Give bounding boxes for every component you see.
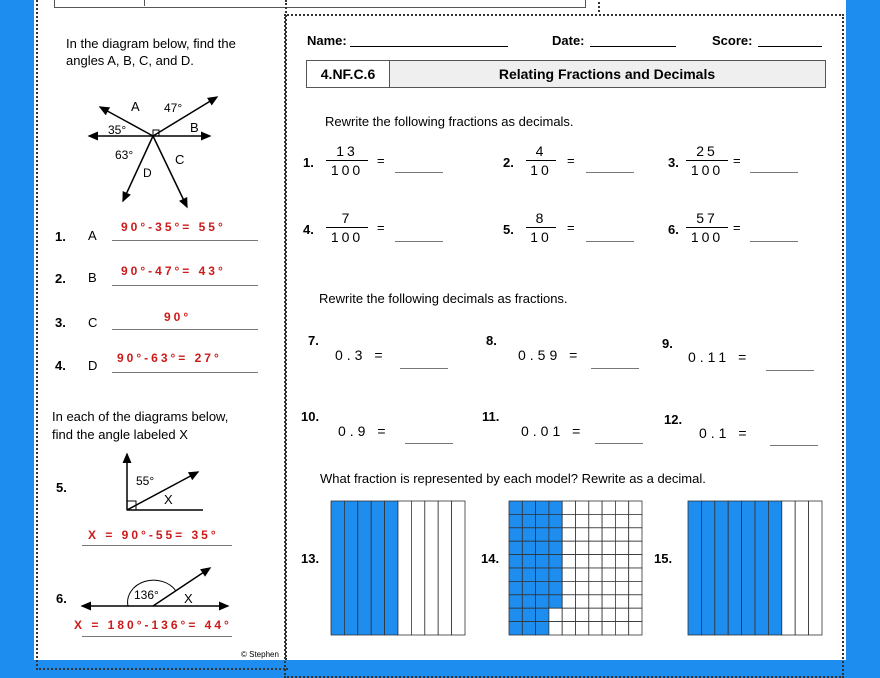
q3-denominator: 100 bbox=[690, 162, 724, 178]
shaded-hundredth bbox=[536, 595, 549, 608]
q5-numerator: 8 bbox=[535, 210, 547, 226]
q1-number: 1. bbox=[303, 155, 314, 170]
shaded-hundredth bbox=[536, 514, 549, 527]
unshaded-hundredth bbox=[602, 555, 615, 568]
q5-answer-line bbox=[82, 545, 232, 546]
unshaded-hundredth bbox=[576, 555, 589, 568]
unshaded-hundredth bbox=[589, 528, 602, 541]
q6-equals: = bbox=[733, 220, 741, 235]
unshaded-hundredth bbox=[602, 514, 615, 527]
angle-label-b: B bbox=[190, 120, 199, 135]
q9-number: 9. bbox=[662, 336, 673, 351]
shaded-hundredth bbox=[522, 568, 535, 581]
shaded-hundredth bbox=[522, 622, 535, 635]
unshaded-hundredth bbox=[589, 608, 602, 621]
q1-fraction bbox=[326, 143, 368, 178]
shaded-hundredth bbox=[509, 555, 522, 568]
unshaded-hundredth bbox=[576, 501, 589, 514]
q3-fraction-bar bbox=[686, 160, 728, 161]
unshaded-hundredth bbox=[562, 608, 575, 621]
shaded-hundredth bbox=[536, 555, 549, 568]
unshaded-hundredth bbox=[602, 528, 615, 541]
q3-answer-field[interactable] bbox=[750, 172, 798, 173]
q3-fraction bbox=[686, 143, 728, 178]
shaded-hundredth bbox=[522, 595, 535, 608]
name-label: Name: bbox=[307, 33, 347, 48]
unshaded-hundredth bbox=[576, 528, 589, 541]
answer-4-label: D bbox=[88, 358, 98, 373]
q3-numerator: 25 bbox=[696, 143, 718, 159]
shaded-hundredth bbox=[522, 514, 535, 527]
unshaded-hundredth bbox=[602, 501, 615, 514]
shaded-hundredth bbox=[549, 514, 562, 527]
shaded-hundredth bbox=[536, 528, 549, 541]
unshaded-hundredth bbox=[615, 514, 628, 527]
unshaded-hundredth bbox=[576, 595, 589, 608]
q2-number: 2. bbox=[503, 155, 514, 170]
answer-1-number: 1. bbox=[55, 229, 66, 244]
shaded-tenth bbox=[344, 501, 357, 635]
shaded-hundredth bbox=[536, 608, 549, 621]
shaded-hundredth bbox=[509, 568, 522, 581]
date-label: Date: bbox=[552, 33, 585, 48]
answer-1-line bbox=[112, 240, 258, 241]
shaded-tenth bbox=[385, 501, 398, 635]
unshaded-hundredth bbox=[562, 595, 575, 608]
q1-fraction-bar bbox=[326, 160, 368, 161]
unshaded-hundredth bbox=[615, 608, 628, 621]
shaded-hundredth bbox=[536, 622, 549, 635]
q5-answer-field[interactable] bbox=[586, 241, 634, 242]
shaded-hundredth bbox=[509, 595, 522, 608]
q5-frac-number: 5. bbox=[503, 222, 514, 237]
unshaded-tenth bbox=[438, 501, 451, 635]
unshaded-tenth bbox=[452, 501, 465, 635]
angle-label-c: C bbox=[175, 152, 185, 167]
q6-number: 6. bbox=[56, 591, 67, 606]
unshaded-tenth bbox=[782, 501, 795, 635]
angle-label-47: 47° bbox=[164, 101, 183, 115]
unshaded-hundredth bbox=[589, 595, 602, 608]
worksheet-title: Relating Fractions and Decimals bbox=[498, 66, 716, 82]
answer-2-number: 2. bbox=[55, 271, 66, 286]
unshaded-hundredth bbox=[589, 581, 602, 594]
answer-3-line bbox=[112, 329, 258, 330]
q6-answer-line bbox=[82, 636, 232, 637]
name-field[interactable] bbox=[350, 46, 508, 47]
angle-label-a: A bbox=[131, 99, 140, 114]
q9-answer-field[interactable] bbox=[766, 370, 814, 371]
q2-fraction-bar bbox=[526, 160, 556, 161]
q2-equals: = bbox=[567, 153, 575, 168]
unshaded-hundredth bbox=[602, 581, 615, 594]
unshaded-hundredth bbox=[562, 622, 575, 635]
unshaded-hundredth bbox=[562, 568, 575, 581]
q8-answer-field[interactable] bbox=[591, 368, 639, 369]
q3-equals: = bbox=[733, 153, 741, 168]
shaded-hundredth bbox=[509, 514, 522, 527]
unshaded-hundredth bbox=[629, 622, 642, 635]
unshaded-hundredth bbox=[629, 528, 642, 541]
unshaded-tenth bbox=[398, 501, 411, 635]
unshaded-hundredth bbox=[615, 541, 628, 554]
shaded-tenth bbox=[701, 501, 714, 635]
unshaded-hundredth bbox=[562, 528, 575, 541]
shaded-hundredth bbox=[549, 581, 562, 594]
shaded-hundredth bbox=[522, 501, 535, 514]
q7-answer-field[interactable] bbox=[400, 368, 448, 369]
q2-denominator: 10 bbox=[530, 162, 552, 178]
shaded-tenth bbox=[715, 501, 728, 635]
q12-value: 0.1 = bbox=[699, 425, 751, 441]
unshaded-tenth bbox=[795, 501, 808, 635]
shaded-hundredth bbox=[536, 541, 549, 554]
shaded-hundredth bbox=[522, 528, 535, 541]
q10-answer-field[interactable] bbox=[405, 443, 453, 444]
answer-3-label: C bbox=[88, 315, 98, 330]
q7-value: 0.3 = bbox=[335, 347, 387, 363]
q5-equals: = bbox=[567, 220, 575, 235]
shaded-tenth bbox=[331, 501, 344, 635]
unshaded-hundredth bbox=[549, 622, 562, 635]
section3-instruction: What fraction is represented by each model? Rewrite as a decimal. bbox=[320, 471, 706, 486]
shaded-hundredth bbox=[522, 555, 535, 568]
q4-fraction bbox=[326, 210, 368, 245]
q11-value: 0.01 = bbox=[521, 423, 585, 439]
q5-degree-label: 55° bbox=[136, 474, 155, 488]
shaded-hundredth bbox=[549, 555, 562, 568]
answer-3-text: 90° bbox=[164, 310, 192, 324]
q12-answer-field[interactable] bbox=[770, 445, 818, 446]
top-table-divider bbox=[144, 0, 145, 6]
answer-4-number: 4. bbox=[55, 358, 66, 373]
intro-line-2: angles A, B, C, and D. bbox=[66, 53, 194, 68]
q5-number: 5. bbox=[56, 480, 67, 495]
answer-3-number: 3. bbox=[55, 315, 66, 330]
q4-denominator: 100 bbox=[330, 229, 364, 245]
shaded-hundredth bbox=[522, 541, 535, 554]
unshaded-tenth bbox=[809, 501, 822, 635]
model13-number: 13. bbox=[301, 551, 320, 566]
section2-instruction: Rewrite the following decimals as fractions. bbox=[319, 291, 568, 306]
q6-answer: X = 180°-136°= 44° bbox=[74, 618, 232, 632]
unshaded-hundredth bbox=[576, 622, 589, 635]
unshaded-hundredth bbox=[615, 595, 628, 608]
q1-numerator: 13 bbox=[336, 143, 358, 159]
model15-number: 15. bbox=[654, 551, 673, 566]
shaded-hundredth bbox=[536, 581, 549, 594]
unshaded-hundredth bbox=[615, 622, 628, 635]
unshaded-hundredth bbox=[589, 622, 602, 635]
model-13-tenths bbox=[331, 501, 465, 635]
angle-label-d: D bbox=[143, 166, 152, 180]
answer-2-text: 90°-47°= 43° bbox=[121, 264, 226, 278]
unshaded-hundredth bbox=[562, 555, 575, 568]
q10-value: 0.9 = bbox=[338, 423, 390, 439]
q5-fraction-bar bbox=[526, 227, 556, 228]
date-field[interactable] bbox=[590, 46, 676, 47]
q12-number: 12. bbox=[664, 412, 683, 427]
q4-numerator: 7 bbox=[341, 210, 353, 226]
unshaded-hundredth bbox=[576, 541, 589, 554]
q6-fraction-bar bbox=[686, 227, 728, 228]
q5-answer: X = 90°-55= 35° bbox=[88, 528, 219, 542]
q4-fraction-bar bbox=[326, 227, 368, 228]
q8-number: 8. bbox=[486, 333, 497, 348]
unshaded-hundredth bbox=[589, 568, 602, 581]
unshaded-hundredth bbox=[589, 541, 602, 554]
q4-equals: = bbox=[377, 220, 385, 235]
q6-frac-number: 6. bbox=[668, 222, 679, 237]
unshaded-hundredth bbox=[549, 608, 562, 621]
shaded-hundredth bbox=[536, 568, 549, 581]
unshaded-hundredth bbox=[629, 501, 642, 514]
angle-label-35: 35° bbox=[108, 123, 127, 137]
q2-fraction bbox=[526, 143, 556, 178]
intro-line-1: In the diagram below, find the bbox=[66, 36, 236, 51]
q11-answer-field[interactable] bbox=[595, 443, 643, 444]
q2-numerator: 4 bbox=[535, 143, 547, 159]
shaded-hundredth bbox=[549, 568, 562, 581]
shaded-hundredth bbox=[509, 501, 522, 514]
q6-x-label: X bbox=[184, 591, 193, 606]
shaded-hundredth bbox=[549, 541, 562, 554]
shaded-hundredth bbox=[509, 608, 522, 621]
shaded-hundredth bbox=[549, 528, 562, 541]
unshaded-hundredth bbox=[562, 581, 575, 594]
unshaded-hundredth bbox=[589, 555, 602, 568]
q7-number: 7. bbox=[308, 333, 319, 348]
unshaded-hundredth bbox=[629, 568, 642, 581]
unshaded-hundredth bbox=[576, 568, 589, 581]
q11-number: 11. bbox=[482, 409, 500, 424]
shaded-tenth bbox=[728, 501, 741, 635]
unshaded-hundredth bbox=[602, 541, 615, 554]
q4-number: 4. bbox=[303, 222, 314, 237]
top-dotted-edge bbox=[598, 0, 600, 12]
q1-denominator: 100 bbox=[330, 162, 364, 178]
unshaded-hundredth bbox=[602, 595, 615, 608]
unshaded-hundredth bbox=[576, 608, 589, 621]
unshaded-hundredth bbox=[629, 608, 642, 621]
unshaded-hundredth bbox=[562, 514, 575, 527]
q6-fraction bbox=[686, 210, 728, 245]
angle-label-63: 63° bbox=[115, 148, 134, 162]
intro2-line-1: In each of the diagrams below, bbox=[52, 409, 229, 424]
score-field[interactable] bbox=[758, 46, 822, 47]
shaded-hundredth bbox=[509, 622, 522, 635]
shaded-tenth bbox=[742, 501, 755, 635]
model-14-hundredths bbox=[509, 501, 642, 635]
q6-numerator: 57 bbox=[696, 210, 718, 226]
q5-denominator: 10 bbox=[530, 229, 552, 245]
section1-instruction: Rewrite the following fractions as decimals. bbox=[325, 114, 574, 129]
unshaded-hundredth bbox=[589, 514, 602, 527]
standard-code: 4.NF.C.6 bbox=[307, 61, 390, 87]
unshaded-hundredth bbox=[602, 622, 615, 635]
unshaded-hundredth bbox=[615, 528, 628, 541]
unshaded-hundredth bbox=[615, 501, 628, 514]
panel-divider bbox=[285, 0, 287, 660]
shaded-hundredth bbox=[522, 581, 535, 594]
q8-value: 0.59 = bbox=[518, 347, 582, 363]
unshaded-hundredth bbox=[629, 541, 642, 554]
answer-1-label: A bbox=[88, 228, 97, 243]
answer-2-label: B bbox=[88, 270, 97, 285]
q1-answer-field[interactable] bbox=[395, 172, 443, 173]
q1-equals: = bbox=[377, 153, 385, 168]
q6-degree-label: 136° bbox=[134, 588, 159, 602]
shaded-hundredth bbox=[509, 528, 522, 541]
unshaded-hundredth bbox=[629, 514, 642, 527]
unshaded-hundredth bbox=[615, 581, 628, 594]
shaded-tenth bbox=[371, 501, 384, 635]
answer-4-text: 90°-63°= 27° bbox=[117, 351, 222, 365]
unshaded-hundredth bbox=[615, 568, 628, 581]
shaded-hundredth bbox=[522, 608, 535, 621]
unshaded-hundredth bbox=[615, 555, 628, 568]
score-label: Score: bbox=[712, 33, 753, 48]
q4-answer-field[interactable] bbox=[395, 241, 443, 242]
q9-value: 0.11 = bbox=[688, 349, 751, 365]
answer-4-line bbox=[112, 372, 258, 373]
shaded-hundredth bbox=[509, 581, 522, 594]
shaded-hundredth bbox=[549, 595, 562, 608]
top-table-fragment bbox=[54, 0, 586, 8]
intro2-line-2: find the angle labeled X bbox=[52, 427, 188, 442]
unshaded-tenth bbox=[425, 501, 438, 635]
unshaded-hundredth bbox=[562, 501, 575, 514]
shaded-hundredth bbox=[549, 501, 562, 514]
shaded-tenth bbox=[755, 501, 768, 635]
title-bar bbox=[306, 60, 826, 88]
model-15-tenths bbox=[688, 501, 822, 635]
q5-x-label: X bbox=[164, 492, 173, 507]
unshaded-hundredth bbox=[629, 555, 642, 568]
unshaded-hundredth bbox=[589, 501, 602, 514]
shaded-tenth bbox=[358, 501, 371, 635]
unshaded-hundredth bbox=[629, 581, 642, 594]
shaded-tenth bbox=[688, 501, 701, 635]
unshaded-hundredth bbox=[576, 514, 589, 527]
shaded-hundredth bbox=[536, 501, 549, 514]
unshaded-hundredth bbox=[629, 595, 642, 608]
q6-denominator: 100 bbox=[690, 229, 724, 245]
unshaded-hundredth bbox=[562, 541, 575, 554]
q5-diagram bbox=[118, 452, 218, 517]
q6-answer-field[interactable] bbox=[750, 241, 798, 242]
unshaded-hundredth bbox=[602, 608, 615, 621]
model14-number: 14. bbox=[481, 551, 500, 566]
shaded-hundredth bbox=[509, 541, 522, 554]
angle-diagram bbox=[85, 95, 235, 210]
shaded-tenth bbox=[768, 501, 781, 635]
unshaded-tenth bbox=[411, 501, 424, 635]
unshaded-hundredth bbox=[602, 568, 615, 581]
q2-answer-field[interactable] bbox=[586, 172, 634, 173]
q5-fraction bbox=[526, 210, 556, 245]
unshaded-hundredth bbox=[576, 581, 589, 594]
q10-number: 10. bbox=[301, 409, 320, 424]
copyright: © Stephen bbox=[241, 650, 279, 659]
answer-1-text: 90°-35°= 55° bbox=[121, 220, 226, 234]
answer-2-line bbox=[112, 285, 258, 286]
q3-number: 3. bbox=[668, 155, 679, 170]
